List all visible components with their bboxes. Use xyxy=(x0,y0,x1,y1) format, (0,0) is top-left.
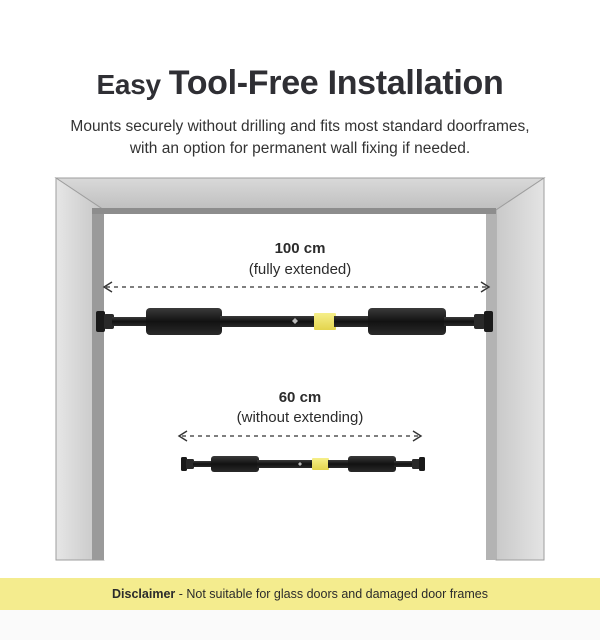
subtitle: Mounts securely without drilling and fits most standard doorframes, with an option for permanent wall fixing if needed. xyxy=(70,118,530,157)
compact-length-label: 60 cm xyxy=(278,389,322,406)
title-prefix: Easy xyxy=(96,69,161,100)
title-main: Tool-Free Installation xyxy=(168,64,504,102)
door-frame xyxy=(56,178,544,560)
footer-strip xyxy=(0,610,600,640)
extended-length-note: (fully extended) xyxy=(248,261,352,278)
disclaimer-banner xyxy=(0,578,600,610)
extended-length-label: 100 cm xyxy=(274,240,326,257)
disclaimer-text: - Not suitable for glass doors and damaged door frames xyxy=(178,587,488,601)
disclaimer-label: Disclaimer xyxy=(112,587,176,601)
compact-length-note: (without extending) xyxy=(236,409,364,426)
